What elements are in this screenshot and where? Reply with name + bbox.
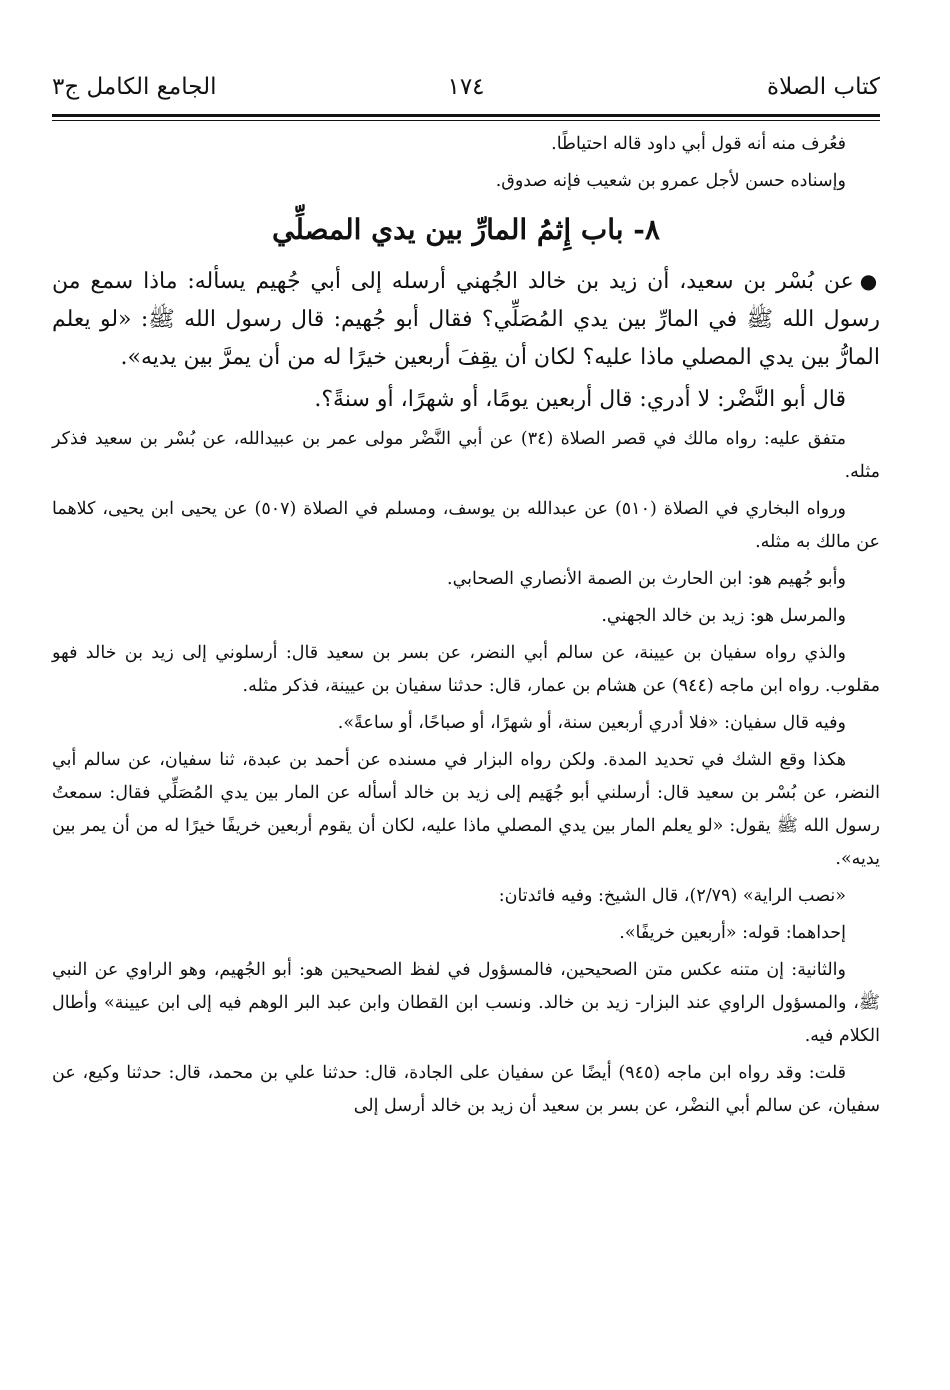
- hadith-text: [52, 262, 880, 377]
- paragraph: والثانية: إن متنه عكس متن الصحيحين، فالمسؤول في لفظ الصحيحين هو: أبو الجُهيم، وهو الراوي عن النبي ﷺ، والمسؤول الراوي عند البزار- زيد بن خالد. ونسب ابن القطان وابن عبد البر الوهم فيه إلى ابن عيينة» وأطال الكلام فيه.: [52, 960, 880, 1046]
- bullet-icon: ●: [859, 269, 881, 293]
- paragraph: والذي رواه سفيان بن عيينة، عن سالم أبي النضر، عن بسر بن سعيد قال: أرسلوني إلى زيد بن خالد فهو مقلوب. رواه ابن ماجه (٩٤٤) عن هشام بن عمار، قال: حدثنا سفيان بن عيينة، فذكر مثله.: [52, 643, 880, 696]
- paragraph: «نصب الراية» (٢/٧٩)، قال الشيخ: وفيه فائدتان:: [498, 886, 846, 906]
- paragraph: وإسناده حسن لأجل عمرو بن شعيب فإنه صدوق.: [495, 171, 846, 191]
- header-rule-thick: [52, 114, 880, 117]
- volume-title: الجامع الكامل ج٣: [52, 74, 217, 100]
- paragraph: وأبو جُهيم هو: ابن الحارث بن الصمة الأنصاري الصحابي.: [447, 569, 846, 589]
- paragraph: وفيه قال سفيان: «فلا أدري أربعين سنة، أو شهرًا، أو صباحًا، أو ساعةً».: [337, 713, 846, 733]
- paragraph: فعُرف منه أنه قول أبي داود قاله احتياطًا.: [551, 134, 846, 154]
- header-rule-thin: [52, 120, 880, 121]
- chapter-heading: ٨- باب إِثمُ المارِّ بين يدي المصلِّي: [272, 213, 660, 246]
- paragraph: والمرسل هو: زيد بن خالد الجهني.: [601, 606, 846, 626]
- paragraph: قلت: وقد رواه ابن ماجه (٩٤٥) أيضًا عن سفيان على الجادة، قال: حدثنا علي بن محمد، قال: حدثنا وكيع، عن سفيان، عن سالم أبي النضْر، عن بسر بن سعيد أن زيد بن خالد أرسل إلى: [52, 1063, 880, 1116]
- book-title: كتاب الصلاة: [767, 74, 880, 100]
- paragraph: متفق عليه: رواه مالك في قصر الصلاة (٣٤) عن أبي النَّضْر مولى عمر بن عبيدالله، عن بُسْر بن سعيد فذكر مثله.: [52, 429, 880, 482]
- paragraph: إحداهما: قوله: «أربعين خريفًا».: [619, 923, 846, 943]
- paragraph: هكذا وقع الشك في تحديد المدة. ولكن رواه البزار في مسنده عن أحمد بن عبدة، ثنا سفيان، عن سالم أبي النضر، عن بُسْر بن سعيد قال: أرسلني أبو جُهَيم إلى زيد بن خالد أسأله عن المار بين يدي المُصَلِّي فقال: سمعتُ رسول الله ﷺ يقول: «لو يعلم المار بين يدي المصلي ماذا عليه، لكان أن يقوم أربعين خريفًا خيرًا له من أن يمر بين يديه».: [52, 750, 880, 869]
- page-body: [52, 128, 880, 1127]
- hadith-body: عن بُسْر بن سعيد، أن زيد بن خالد الجُهني أرسله إلى أبي جُهيم يسأله: ماذا سمع من رسول الله ﷺ في المارِّ بين يدي المُصَلِّي؟ فقال أبو جُهيم: قال رسول الله ﷺ: «لو يعلم المارُّ بين يدي المصلي ماذا عليه؟ لكان أن يقِفَ أربعين خيرًا له من أن يمرَّ بين يديه».: [52, 269, 880, 370]
- page-number: ١٧٤: [447, 74, 485, 100]
- page-header: [52, 74, 880, 110]
- narrator-note: قال أبو النَّضْر: لا أدري: قال أربعين يومًا، أو شهرًا، أو سنةً؟.: [314, 387, 846, 412]
- paragraph: ورواه البخاري في الصلاة (٥١٠) عن عبدالله بن يوسف، ومسلم في الصلاة (٥٠٧) عن يحيى ابن يحيى، كلاهما عن مالك به مثله.: [52, 499, 880, 552]
